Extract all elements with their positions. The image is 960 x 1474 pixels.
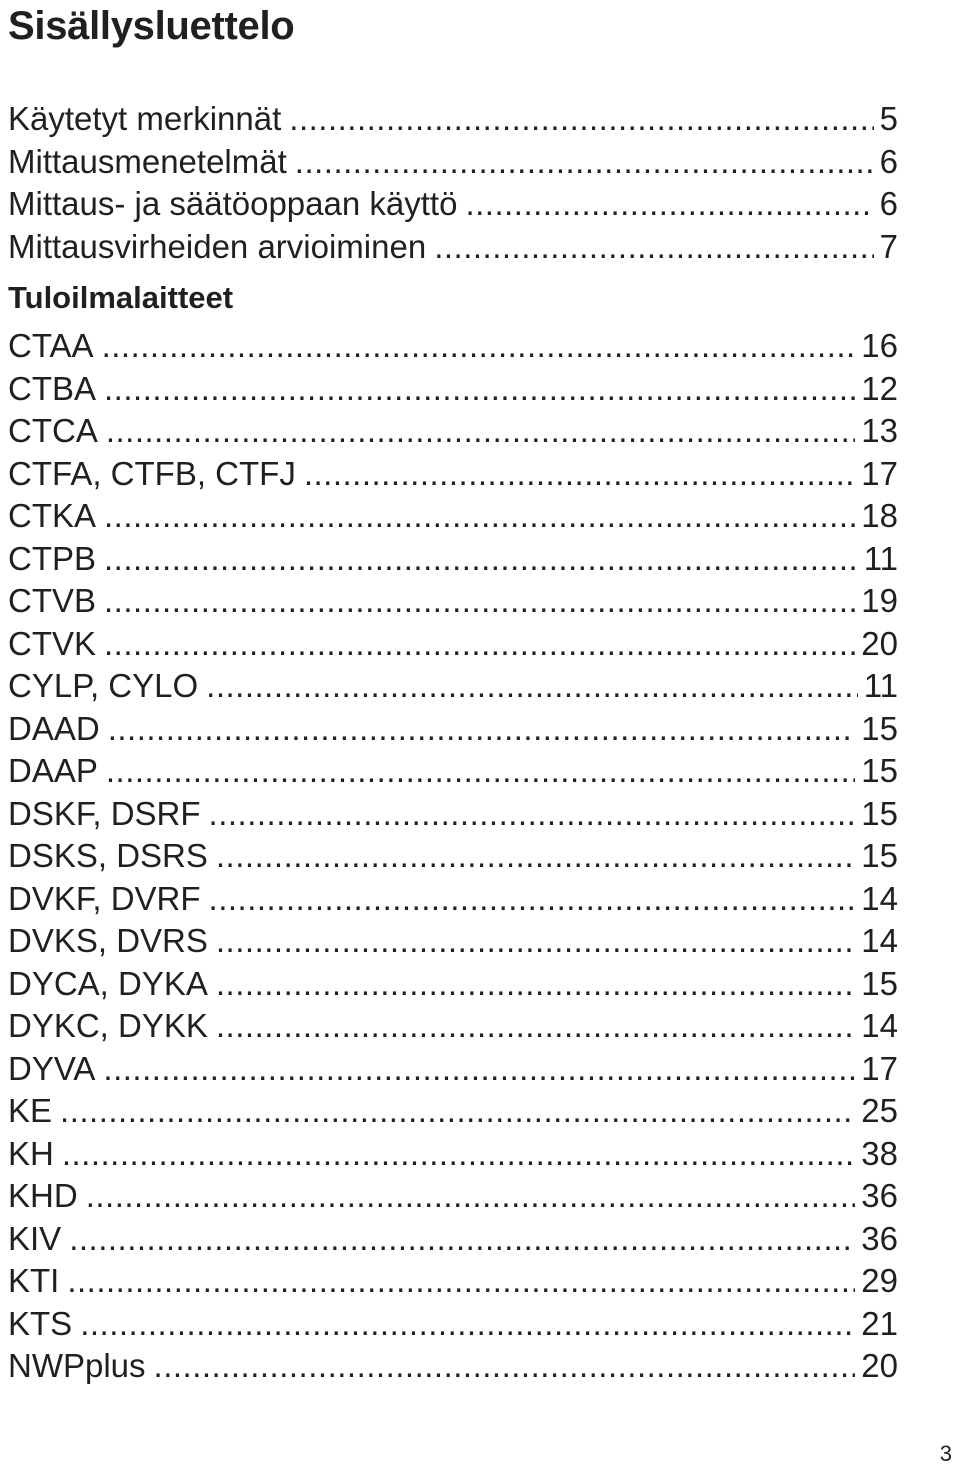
dot-leader xyxy=(304,453,855,496)
toc-entry-page: 11 xyxy=(863,539,898,577)
dot-leader xyxy=(209,793,856,836)
dot-leader xyxy=(103,1048,855,1091)
toc-entry-page: 15 xyxy=(861,752,898,789)
toc-entry-label: CTVK xyxy=(8,624,97,662)
toc-entry xyxy=(8,325,898,368)
toc-entry xyxy=(8,1048,898,1091)
dot-leader xyxy=(209,878,856,921)
dot-leader xyxy=(104,368,855,411)
toc-entry-page: 14 xyxy=(861,922,898,959)
toc-entry-page: 19 xyxy=(861,582,898,619)
toc-entry xyxy=(8,835,898,878)
toc-entry-label: KHD xyxy=(8,1177,78,1214)
dot-leader xyxy=(62,1133,855,1176)
toc-entry-label: CTVB xyxy=(8,582,97,619)
toc-entry-label: KTS xyxy=(8,1304,73,1342)
toc-entry xyxy=(8,963,898,1006)
toc-entry xyxy=(8,410,898,453)
toc-entry xyxy=(8,1303,898,1346)
toc-entry-label: DAAP xyxy=(8,752,98,789)
toc-entry xyxy=(8,98,898,141)
toc-entry-label: DAAD xyxy=(8,709,100,747)
toc-entry-page: 17 xyxy=(861,1049,898,1087)
dot-leader xyxy=(216,920,855,963)
toc-entry-page: 14 xyxy=(861,879,898,917)
toc-entry-page: 36 xyxy=(861,1177,898,1214)
toc-entry-page: 15 xyxy=(861,794,898,832)
dot-leader xyxy=(289,98,873,141)
toc-entry-label: Käytetyt merkinnät xyxy=(8,100,282,137)
toc-entry-label: CTBA xyxy=(8,369,97,407)
toc-entry xyxy=(8,1175,898,1218)
dot-leader xyxy=(80,1303,855,1346)
toc-entry-label: KH xyxy=(8,1134,54,1172)
dot-leader xyxy=(106,410,855,453)
dot-leader xyxy=(216,1005,855,1048)
toc-entry-label: DSKF, DSRF xyxy=(8,794,201,832)
toc-entry-label: CTCA xyxy=(8,412,98,449)
toc-entry xyxy=(8,1218,898,1261)
toc-entry xyxy=(8,226,898,269)
page-title: Sisällysluettelo xyxy=(8,4,295,48)
toc-entry xyxy=(8,183,898,226)
toc-entry xyxy=(8,920,898,963)
toc-entry-page: 12 xyxy=(861,369,898,407)
toc-entry-page: 11 xyxy=(863,667,898,704)
toc-entry-page: 25 xyxy=(861,1092,898,1129)
toc-entry-page: 20 xyxy=(861,1347,898,1384)
dot-leader xyxy=(104,538,858,581)
toc-entry-page: 7 xyxy=(879,227,898,265)
toc-entry xyxy=(8,708,898,751)
dot-leader xyxy=(69,1218,855,1261)
toc-entry-label: DYKC, DYKK xyxy=(8,1007,208,1044)
dot-leader xyxy=(216,963,855,1006)
toc-entry-page: 15 xyxy=(861,964,898,1002)
toc-entry xyxy=(8,665,898,708)
toc-entry-page: 13 xyxy=(861,412,898,449)
toc-entry xyxy=(8,1133,898,1176)
toc-entry-label: DVKS, DVRS xyxy=(8,922,208,959)
dot-leader xyxy=(104,623,855,666)
toc-entry-page: 15 xyxy=(861,837,898,874)
toc-entry xyxy=(8,623,898,666)
toc-entry-label: CTAA xyxy=(8,327,94,364)
toc-entry xyxy=(8,1260,898,1303)
toc-entry-label: Mittaus- ja säätöoppaan käyttö xyxy=(8,185,458,222)
page-number: 3 xyxy=(939,1441,952,1466)
dot-leader xyxy=(106,750,855,793)
dot-leader xyxy=(102,325,856,368)
toc-entry-page: 36 xyxy=(861,1219,898,1257)
toc-entry xyxy=(8,495,898,538)
toc-entry-label: KIV xyxy=(8,1219,62,1257)
toc-entry-label: KTI xyxy=(8,1262,60,1299)
dot-leader xyxy=(216,835,855,878)
toc-entry-page: 6 xyxy=(879,185,898,222)
toc-entry-label: DYVA xyxy=(8,1049,96,1087)
toc-entry-label: DYCA, DYKA xyxy=(8,964,208,1002)
toc-entry-page: 14 xyxy=(861,1007,898,1044)
toc-entry-page: 5 xyxy=(879,100,898,137)
toc-entry-page: 38 xyxy=(861,1134,898,1172)
toc-entry-label: DSKS, DSRS xyxy=(8,837,208,874)
dot-leader xyxy=(206,665,858,708)
toc-entry-label: Mittausmenetelmät xyxy=(8,142,287,180)
toc-entry-page: 15 xyxy=(861,709,898,747)
dot-leader xyxy=(108,708,856,751)
toc-entry-label: NWPplus xyxy=(8,1347,146,1384)
toc-entry xyxy=(8,538,898,581)
dot-leader xyxy=(104,580,855,623)
toc-entry xyxy=(8,1345,898,1388)
dot-leader xyxy=(86,1175,856,1218)
dot-leader xyxy=(434,226,873,269)
toc-entry-page: 17 xyxy=(861,454,898,492)
toc-entry xyxy=(8,141,898,184)
toc-entry-label: CTKA xyxy=(8,497,97,534)
toc-entry xyxy=(8,878,898,921)
toc-entry-page: 29 xyxy=(861,1262,898,1299)
dot-leader xyxy=(104,495,855,538)
toc-entry-label: Mittausvirheiden arvioiminen xyxy=(8,227,427,265)
toc-entry xyxy=(8,1005,898,1048)
toc-entry-page: 18 xyxy=(861,497,898,534)
toc-entry xyxy=(8,580,898,623)
toc-entry-page: 21 xyxy=(861,1304,898,1342)
toc-entry-label: DVKF, DVRF xyxy=(8,879,201,917)
toc-entry-page: 16 xyxy=(861,327,898,364)
toc-entry-label: CYLP, CYLO xyxy=(8,667,199,704)
toc-entry-page: 20 xyxy=(861,624,898,662)
toc-entry-page: 6 xyxy=(879,142,898,180)
toc-entry xyxy=(8,453,898,496)
dot-leader xyxy=(295,141,874,184)
toc-entry-label: CTFA, CTFB, CTFJ xyxy=(8,454,296,492)
toc-entry xyxy=(8,368,898,411)
table-of-contents xyxy=(8,98,898,1388)
toc-entry-label: CTPB xyxy=(8,539,97,577)
section-heading: Tuloilmalaitteet xyxy=(8,280,234,315)
toc-entry-label: KE xyxy=(8,1092,53,1129)
dot-leader xyxy=(465,183,873,226)
dot-leader xyxy=(67,1260,855,1303)
dot-leader xyxy=(60,1090,855,1133)
toc-entry xyxy=(8,750,898,793)
toc-entry xyxy=(8,793,898,836)
dot-leader xyxy=(154,1345,856,1388)
toc-entry xyxy=(8,1090,898,1133)
